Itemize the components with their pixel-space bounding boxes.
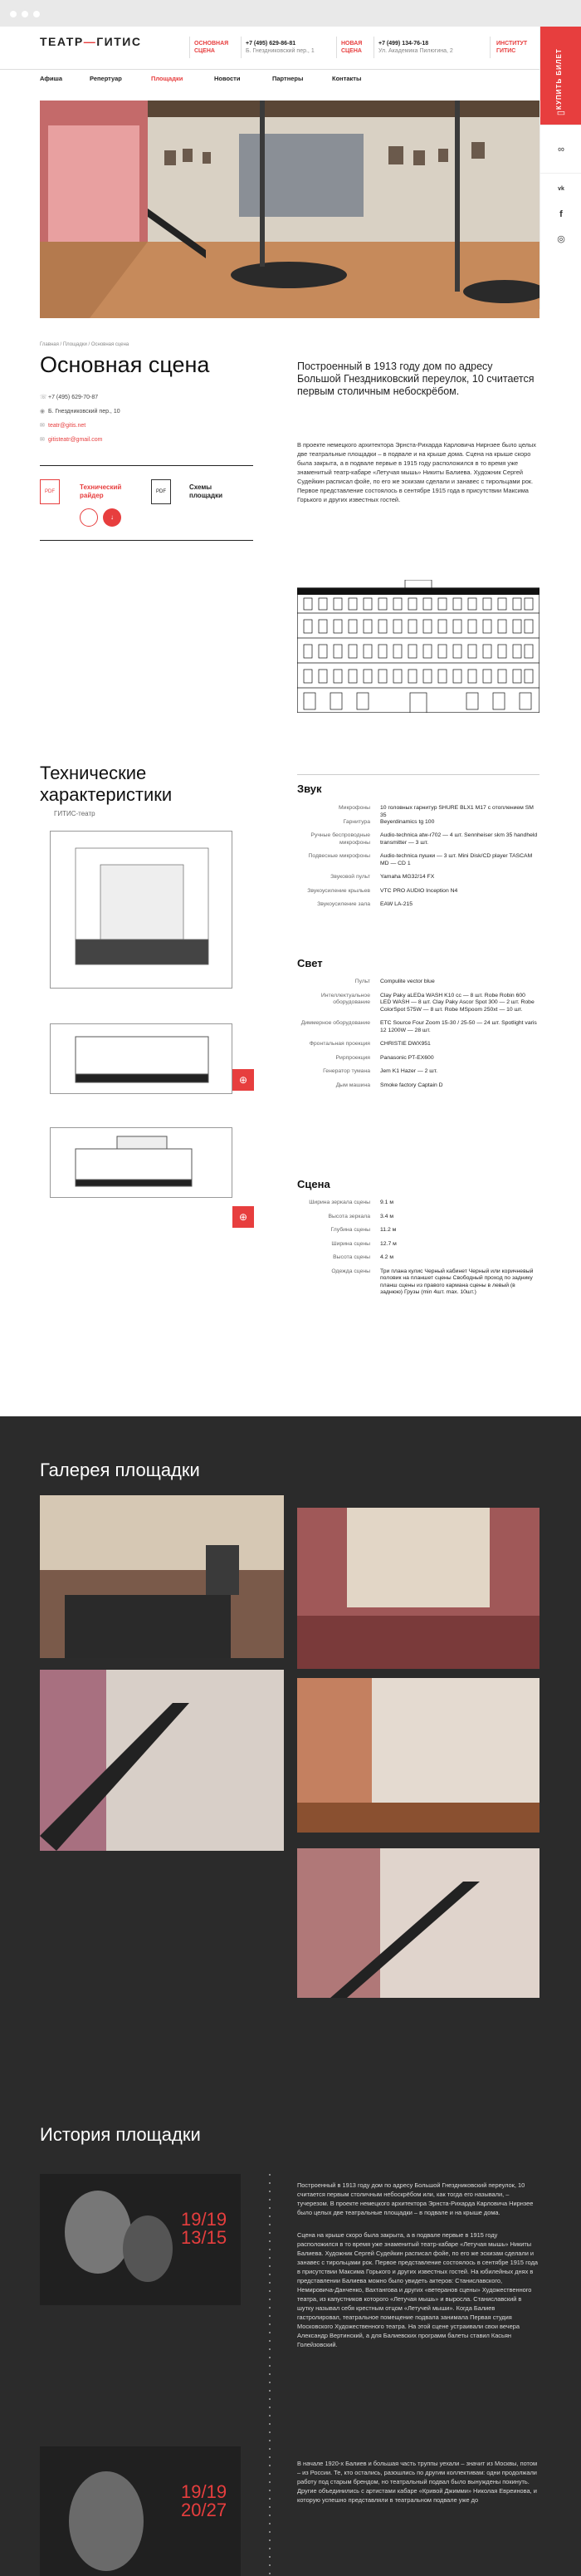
timeline-dot [269,2174,271,2176]
timeline-dot [269,2398,271,2400]
timeline-dot [269,2539,271,2541]
timeline-dot [269,2573,271,2574]
spec-key: Высота зеркала [328,1213,370,1219]
stage-row [297,1254,540,1262]
instagram-icon[interactable]: ◎ [557,234,565,244]
light-row [297,1082,540,1090]
spec-value: Smoke factory Captain D [380,1082,443,1088]
zoom-icon[interactable]: ⊕ [232,1069,254,1091]
timeline-dot [269,2490,271,2491]
timeline-dot [269,2290,271,2292]
spec-value: 4.2 м [380,1254,394,1260]
stage-title: Сцена [297,1178,330,1190]
timeline-dot [269,2307,271,2309]
spec-value: EAW LA-215 [380,901,413,907]
sound-row [297,874,540,881]
nav-afisha[interactable]: Афиша [40,75,63,82]
timeline-dot [269,2448,271,2450]
spec-key: Ручные беспроводные микрофоны [310,832,370,846]
lead-text: Построенный в 1913 году дом по адресу Большой Гнездниковский переулок, 10 считается первым столичным небоскрёбом. [297,361,535,397]
header-new-stage-link[interactable]: НОВАЯ СЦЕНА [341,41,363,54]
gallery-photo-1[interactable] [40,1495,284,1658]
spec-key: Пульт [354,979,370,984]
spec-value: Audio-technica пушки — 3 шт. Mini Disk/CD player TASCAM MD — CD 1 [380,853,533,866]
spec-value: Compulite vector blue [380,979,435,984]
spec-value: 10 головных гарнитур SHURE BLX1 M17 с отоплением SM 35 [380,805,534,818]
timeline-dot [269,2323,271,2325]
light-row [297,993,540,1014]
sound-row [297,853,540,867]
stage-row [297,1241,540,1249]
nav-contacts[interactable]: Контакты [332,75,362,82]
spec-value: CHRISTIE DWX951 [380,1041,431,1047]
history-title: История площадки [40,2124,201,2145]
pdf-icon: PDF [40,479,60,504]
spec-key: Одежда сцены [331,1268,370,1274]
timeline-dot [269,2440,271,2441]
timeline-dot [269,2407,271,2408]
schemes-link[interactable]: Схемы площадки [189,483,222,499]
tech-rider-link[interactable]: Технический райдер [80,483,122,499]
light-row [297,1055,540,1062]
spec-value: Beyerdinamics tg 100 [380,818,435,825]
timeline-dot [269,2249,271,2250]
spec-key: Звуковой пульт [330,874,370,880]
timeline-dot [269,2282,271,2284]
download-icon[interactable] [80,508,98,527]
history-text-1b: Сцена на крыше скоро была закрыта, а в подвале первые в 1915 году расположился в то время уже знаменитый театр-кабаре «Летучая мышь» Никиты Балиева. Художник Сергей Судейкин расписал фойе, по его же эскизам сделали и занавес с тирольцами рок. Первое представление состоялось в сентябре 1915 года в присутствии Максима Горького и других известных гостей. На юбилейных днях в представлении Балиева можно было увидеть актеров: Станиславского, Немировича-Данченко, Вахтангова и других «ветеранов сцены» Художественного театра, из капустников которого «Летучая мышь» и выросла. Станиславский в шутку называл себя крестным отцом «Летучей мыши». Когда Балиев гастролировал, театральное помещение подвала занимала Первая студия Московского Художественного театра. На этой сцене устраивали свои вечера Александр Вертинский, а для Балиевских программ балеты ставил Касьян Голейзовский. [297,2231,538,2348]
contact-address: ◉ Б. Гнездниковский пер., 10 [40,409,120,415]
side-panel [540,27,581,309]
spec-key: Микрофоны [338,805,370,811]
timeline-dot [269,2473,271,2475]
timeline-dot [269,2340,271,2342]
stage-plan-top: ГИТИС-театр [50,831,232,989]
timeline-dot [269,2332,271,2333]
timeline-dot [269,2240,271,2242]
spec-key: Звукоусиление крыльев [307,887,370,894]
gallery-photo-5[interactable] [297,1848,540,1998]
site-header [0,27,540,69]
nav-news[interactable]: Новости [214,75,241,82]
spec-value: Yamaha MG32/14 FX [380,874,435,880]
timeline-dot [269,2373,271,2375]
window-maximize-dot[interactable] [33,11,40,17]
spec-value: Panasonic PT-EX600 [380,1054,434,1061]
timeline-dot [269,2523,271,2524]
spec-value: 9.1 м [380,1200,394,1205]
timeline-dot [269,2382,271,2383]
timeline-dot [269,2224,271,2225]
spec-key: Генератор тумана [323,1068,370,1074]
spec-key: Дым машина [335,1082,370,1088]
contact-email-1[interactable]: ✉ teatr@gitis.net [40,423,86,429]
nav-repertoire[interactable]: Репертуар [90,75,122,82]
sound-row [297,819,540,827]
breadcrumb-venues[interactable]: Площадки [62,342,87,347]
hero-photo [40,101,540,318]
timeline-dot [269,2515,271,2516]
glasses-icon[interactable]: ∞ [558,145,564,155]
timeline-dot [269,2390,271,2392]
page-title: Основная сцена [40,352,210,377]
main-nav [0,69,540,86]
breadcrumb: Главная / Площадки / Основная сцена [40,342,129,347]
breadcrumb-current: Основная сцена [90,342,129,347]
spec-key: Ширина сцены [331,1240,370,1247]
sound-row [297,888,540,895]
spec-value: Audio-technica atw-r702 — 4 шт. Sennheiser skm 35 handheld transmitter — 3 шт. [380,832,538,846]
timeline-dot [269,2191,271,2192]
timeline-dot [269,2556,271,2558]
stage-row [297,1268,540,1297]
history-text-1: Построенный в 1913 году дом по адресу Большой Гнездниковский переулок, 10 считается первым столичным небоскрёбом или, как тогда его называли, – тучерезом. В проекте немецкого архитектора Эрнста-Рихарда Карловича Нирнзее было целых две театральные площадки – в подвале и на крыше дома. [297,2181,534,2216]
light-row [297,979,540,986]
timeline-dot [269,2299,271,2300]
header-main-stage-link[interactable]: ОСНОВНАЯ СЦЕНА [194,41,229,54]
timeline-dot [269,2199,271,2201]
timeline-dot [269,2315,271,2317]
light-row [297,1020,540,1034]
spec-key: Высота сцены [333,1254,370,1260]
download-active-icon[interactable]: ↓ [103,508,121,527]
timeline-dot [269,2498,271,2500]
timeline-dot [269,2415,271,2417]
light-title: Свет [297,957,323,969]
stage-row [297,1227,540,1234]
timeline-dot [269,2456,271,2458]
gallery-title: Галерея площадки [40,1460,200,1480]
timeline-dot [269,2357,271,2358]
dark-section [0,1416,581,2576]
nav-venues[interactable]: Площадки [151,75,183,82]
window-minimize-dot[interactable] [22,11,28,17]
spec-value: ETC Source Four Zoom 15-30 / 25-50 — 24 шт. Spotlight varis 12 1200W — 28 шт. [380,1020,537,1033]
spec-key: Рирпроекция [335,1054,370,1061]
spec-value: VTC PRO AUDIO Inception N4 [380,887,458,894]
timeline-dot [269,2423,271,2425]
zoom-icon[interactable]: ⊕ [232,1206,254,1228]
facebook-icon[interactable]: f [559,209,563,219]
pin-icon: ◉ [40,409,46,415]
light-row [297,1068,540,1076]
header-institute-link[interactable]: ИНСТИТУТ ГИТИС [496,41,528,54]
spec-key: Диммерное оборудование [300,1020,370,1026]
contact-email-2[interactable]: ✉ gitisteatr@gmail.com [40,437,103,443]
timeline-dot [269,2348,271,2350]
spec-key: Подвесные микрофоны [308,853,370,859]
spec-value: 11.2 м [380,1227,397,1233]
gallery-photo-3[interactable] [40,1670,284,1851]
buy-ticket-button[interactable]: КУПИТЬ БИЛЕТ [540,27,581,125]
timeline-dot [269,2465,271,2466]
spec-key: Интеллектуальное оборудование [320,992,370,1005]
spec-key: Гарнитура [343,818,370,825]
spec-value: Clay Paky aLEDa WASH K10 cc — 8 шт. Robe Robin 600 LED WASH — 8 шт. Clay Paky Ascor Spot 300 — 2 шт. Robe ColorSpot 575W — 8 шт. Robe MSpoom 250xt — 10 шт. [380,992,535,1013]
stage-plan-side [50,1127,232,1198]
timeline-dot [269,2548,271,2549]
gallery-photo-4[interactable] [297,1678,540,1833]
sound-row [297,805,540,818]
timeline-dot [269,2431,271,2433]
sound-row [297,832,540,846]
timeline-dot [269,2481,271,2483]
mail-icon: ✉ [40,437,45,443]
timeline-dot [269,2274,271,2275]
spec-key: Фронтальная проекция [309,1041,370,1047]
vk-icon[interactable]: vk [558,186,564,192]
timeline-dot [269,2365,271,2367]
timeline-dot [269,2257,271,2259]
stage-plan-section [50,1023,232,1094]
timeline-dot [269,2232,271,2234]
browser-chrome [0,0,581,27]
header-main-contacts: +7 (495) 629-86-81 Б. Гнездниковский пер., 1 [246,41,315,54]
ticket-icon: ▭ [556,108,566,118]
spec-key: Ширина зеркала сцены [309,1200,370,1205]
nav-partners[interactable]: Партнеры [272,75,304,82]
timeline-dot [269,2207,271,2209]
history-photo-1: 19/19 13/15 [40,2174,241,2305]
intro-paragraph: В проекте немецкого архитектора Эрнста-Рихарда Карловича Нирнзее было целых две театральные площадки – в подвале и на крыше дома. Сцена на крыше скоро была закрыта, а в подвале первые в 1915 году расположился в то время уже знаменитый театр-кабаре «Летучая мышь» Никиты Балиева. Художник Сергей Судейкин расписал фойе, по его же эскизам сделали и занавес с тирольцами рок. Первое представление состоялось в сентябре 1915 года в присутствии Максима Горького и других известных гостей. [297,441,537,503]
mail-icon: ✉ [40,423,45,429]
timeline-dot [269,2182,271,2184]
spec-value: 12.7 м [380,1240,397,1247]
sound-row [297,901,540,909]
phone-icon: ☏ [40,395,47,400]
stage-row [297,1214,540,1221]
spec-value: 3.4 м [380,1213,394,1219]
stage-row [297,1200,540,1207]
gallery-photo-2[interactable] [297,1508,540,1669]
history-photo-2: 19/19 20/27 [40,2446,241,2576]
header-new-contacts: +7 (499) 134-76-18 Ул. Академика Пилюгина, 2 [378,41,453,54]
timeline-dot [269,2506,271,2508]
site-logo[interactable]: ТЕАТР—ГИТИС [40,35,142,48]
history-text-2: В начале 1920-х Балиев и большая часть труппы уехали – значит из Москвы, потом – из России. Те, кто остались, разошлись по другим коллективам: одни продолжали работу под старым брендом, но театральный подвал было вынуждены покинуть. Другие объединились с артистами кабаре «Кривой Джимми» Николая Евреинова, и которую успешно представляли в театральном подвале уже до [297,2460,538,2504]
sound-title: Звук [297,783,322,795]
contact-phone[interactable]: ☏+7 (495) 629-70-87 [40,395,99,400]
light-row [297,1041,540,1048]
spec-key: Глубина сцены [330,1227,370,1233]
spec-value: Три плана кулис Черный кабинет Черный или коричневый половик на планшет сцены Свободный проход по заднику планш сцены из правого кармана сцены в левый (в заднюю) Грузы (min 4шт. max. 10шт.) [380,1268,534,1295]
pdf-icon: PDF [151,479,171,504]
breadcrumb-home[interactable]: Главная [40,342,59,347]
spec-value: Jem K1 Hazer — 2 шт. [380,1068,438,1074]
timeline-dot [269,2564,271,2566]
building-illustration [297,580,540,713]
page [0,27,581,2576]
window-close-dot[interactable] [10,11,17,17]
timeline-dot [269,2265,271,2267]
spec-key: Звукоусиление зала [317,901,370,907]
timeline-dot [269,2531,271,2533]
tech-title: Технические характеристики [40,763,173,805]
timeline-dot [269,2215,271,2217]
